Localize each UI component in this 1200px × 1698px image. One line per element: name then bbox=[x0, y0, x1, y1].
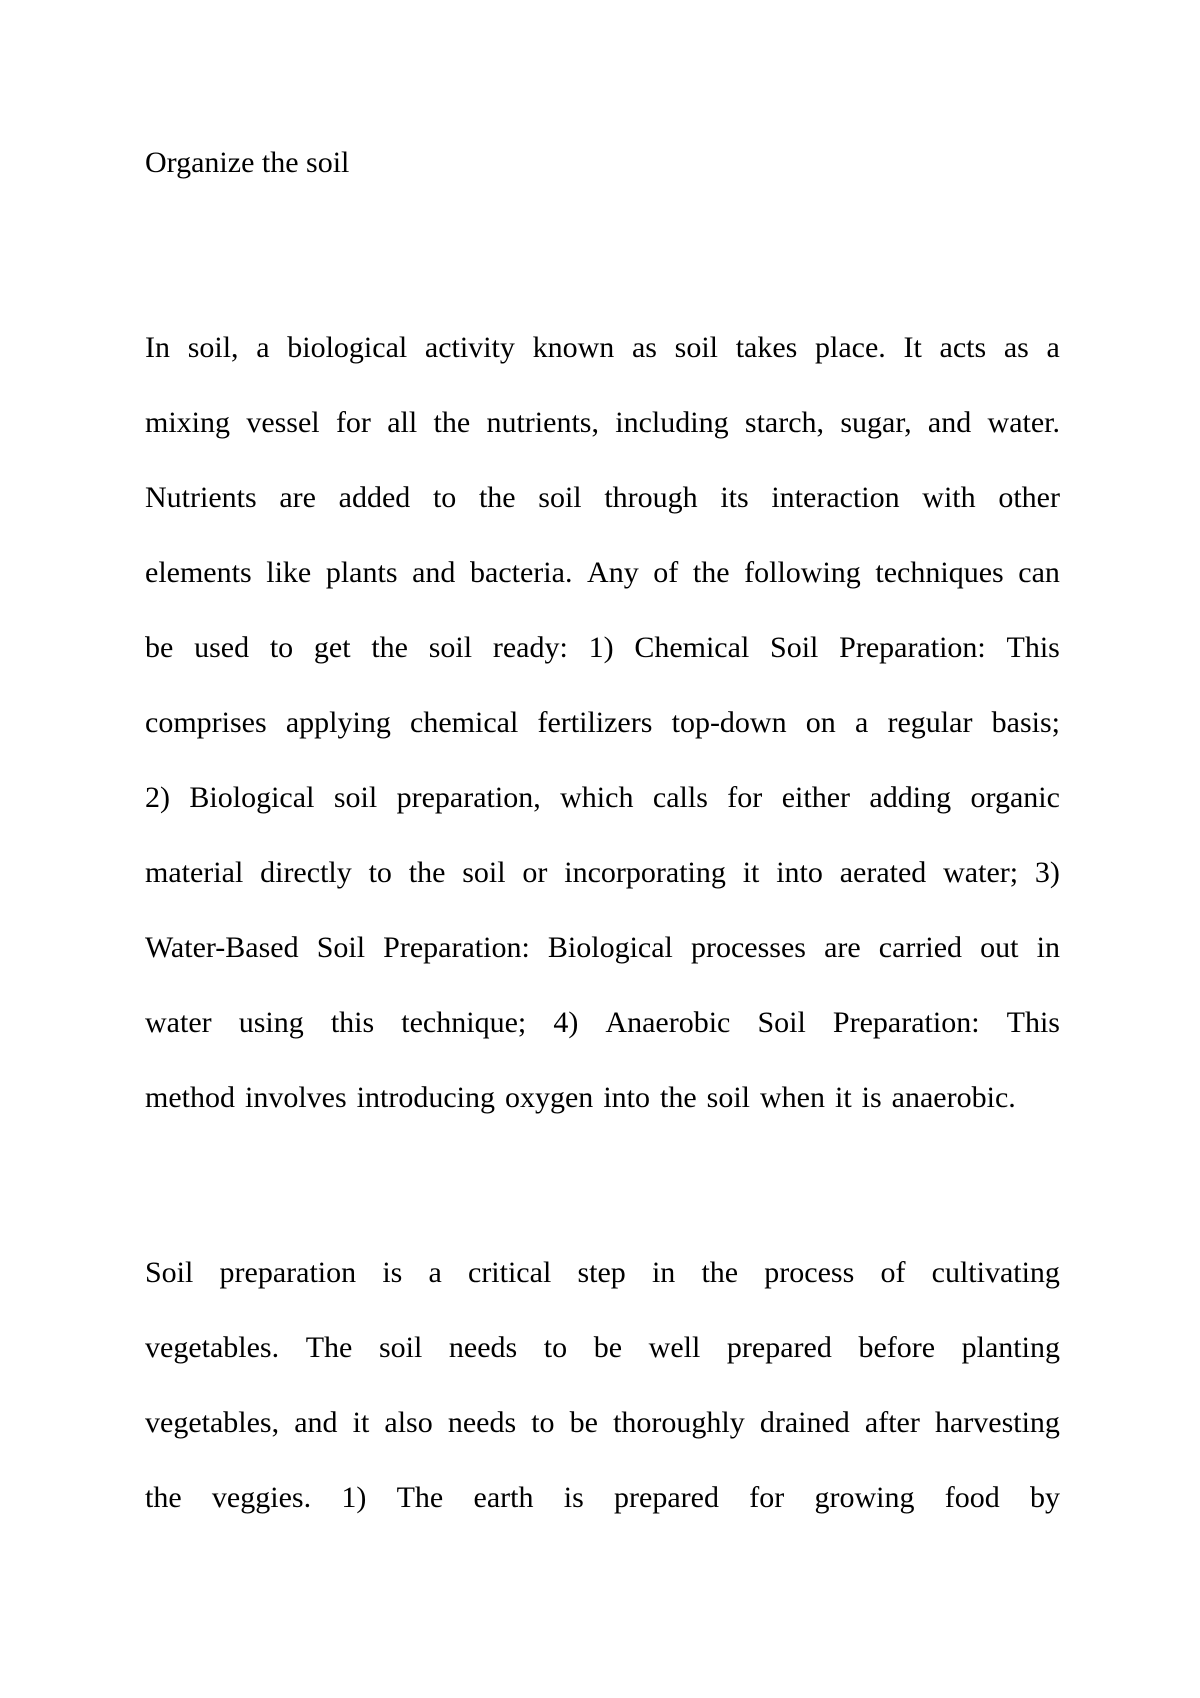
text-word: needs bbox=[448, 1331, 518, 1364]
text-word: well bbox=[648, 1331, 701, 1364]
text-word: using bbox=[238, 1006, 304, 1039]
text-word: mixing bbox=[145, 406, 231, 439]
text-word: to bbox=[368, 856, 392, 889]
text-word: 1) bbox=[588, 631, 614, 664]
text-word: regular bbox=[887, 706, 973, 739]
text-word: techniques bbox=[875, 556, 1004, 589]
text-word: 2) bbox=[145, 781, 170, 814]
text-line bbox=[145, 778, 1060, 853]
text-word: involves bbox=[245, 1081, 347, 1114]
text-word: interaction bbox=[771, 481, 900, 514]
text-word: in bbox=[1036, 931, 1060, 964]
text-word: earth bbox=[473, 1481, 534, 1514]
text-word: it bbox=[352, 1406, 370, 1439]
text-word: water bbox=[145, 1006, 212, 1039]
text-word: method bbox=[145, 1081, 235, 1114]
text-word: get bbox=[313, 631, 351, 664]
text-word: be bbox=[569, 1406, 598, 1439]
text-word: to bbox=[269, 631, 294, 664]
text-word: organic bbox=[970, 781, 1060, 814]
text-word: a bbox=[854, 706, 869, 739]
text-word: into bbox=[603, 1081, 650, 1114]
text-word: or bbox=[522, 856, 548, 889]
text-word: calls bbox=[652, 781, 708, 814]
text-word: sugar, bbox=[840, 406, 912, 439]
text-word: vegetables. bbox=[145, 1331, 280, 1364]
text-word: basis; bbox=[991, 706, 1060, 739]
text-word: of bbox=[653, 556, 679, 589]
text-word: either bbox=[781, 781, 850, 814]
text-word: soil, bbox=[187, 331, 239, 364]
text-word: as bbox=[631, 331, 657, 364]
text-word: soil bbox=[462, 856, 506, 889]
text-word: when bbox=[760, 1081, 825, 1114]
text-word: through bbox=[604, 481, 698, 514]
text-word: to bbox=[543, 1331, 568, 1364]
text-word: is bbox=[861, 1081, 882, 1114]
text-word: soil bbox=[706, 1081, 750, 1114]
text-word: to bbox=[531, 1406, 555, 1439]
text-word: drained bbox=[759, 1406, 850, 1439]
text-word: carried bbox=[878, 931, 963, 964]
text-word: This bbox=[1006, 1006, 1060, 1039]
text-word: The bbox=[305, 1331, 353, 1364]
text-word: It bbox=[903, 331, 922, 364]
text-word: directly bbox=[260, 856, 352, 889]
text-line bbox=[145, 1328, 1060, 1403]
text-line bbox=[145, 1478, 1060, 1553]
text-word: cultivating bbox=[931, 1256, 1060, 1289]
text-word: used bbox=[194, 631, 250, 664]
text-word: a bbox=[1046, 331, 1060, 364]
text-word: needs bbox=[447, 1406, 517, 1439]
text-word: a bbox=[256, 331, 270, 364]
text-word: 1) bbox=[341, 1481, 367, 1514]
text-word: are bbox=[279, 481, 316, 514]
text-word: prepared bbox=[726, 1331, 832, 1364]
text-word: soil bbox=[378, 1331, 423, 1364]
text-word: soil bbox=[428, 631, 473, 664]
text-word: soil bbox=[674, 331, 718, 364]
text-word: a bbox=[428, 1256, 442, 1289]
text-word: activity bbox=[424, 331, 515, 364]
text-word: Any bbox=[587, 556, 639, 589]
text-word: Preparation: bbox=[839, 631, 986, 664]
text-word: and bbox=[412, 556, 456, 589]
text-word: to bbox=[432, 481, 457, 514]
text-word: technique; bbox=[401, 1006, 527, 1039]
text-word: before bbox=[858, 1331, 936, 1364]
text-word: the bbox=[145, 1481, 182, 1514]
text-line bbox=[145, 403, 1060, 478]
text-word: 3) bbox=[1034, 856, 1060, 889]
text-word: This bbox=[1006, 631, 1060, 664]
text-word: the bbox=[692, 556, 730, 589]
text-word: critical bbox=[468, 1256, 552, 1289]
text-word: is bbox=[382, 1256, 403, 1289]
text-line bbox=[145, 703, 1060, 778]
text-word: water. bbox=[987, 406, 1060, 439]
text-word: after bbox=[864, 1406, 920, 1439]
text-word: soil bbox=[333, 781, 378, 814]
text-word: harvesting bbox=[934, 1406, 1060, 1439]
text-word: for bbox=[727, 781, 763, 814]
text-word: as bbox=[1003, 331, 1029, 364]
text-word: soil bbox=[538, 481, 582, 514]
text-word: Anaerobic bbox=[605, 1006, 731, 1039]
text-word: and bbox=[294, 1406, 338, 1439]
text-word: takes bbox=[735, 331, 798, 364]
text-line bbox=[145, 1253, 1060, 1328]
text-line bbox=[145, 1003, 1060, 1078]
text-line bbox=[145, 328, 1060, 403]
text-line bbox=[145, 1403, 1060, 1478]
text-word: its bbox=[720, 481, 749, 514]
text-word: Biological bbox=[547, 931, 673, 964]
text-word: material bbox=[145, 856, 244, 889]
text-word: Preparation: bbox=[832, 1006, 980, 1039]
text-word: Soil bbox=[145, 1256, 194, 1289]
text-word: is bbox=[563, 1481, 584, 1514]
text-word: ready: bbox=[492, 631, 568, 664]
text-word: oxygen bbox=[504, 1081, 594, 1114]
text-word: Soil bbox=[770, 631, 819, 664]
text-line bbox=[145, 478, 1060, 553]
text-word: adding bbox=[869, 781, 952, 814]
paragraph-soil-preparation-techniques bbox=[145, 328, 1060, 1153]
text-word: preparation, bbox=[396, 781, 541, 814]
text-word: veggies. bbox=[211, 1481, 312, 1514]
text-word: with bbox=[922, 481, 976, 514]
text-line bbox=[145, 853, 1060, 928]
text-word: known bbox=[532, 331, 615, 364]
text-word: food bbox=[944, 1481, 1000, 1514]
text-word: by bbox=[1030, 1481, 1060, 1514]
text-word: be bbox=[145, 631, 174, 664]
text-word: aerated bbox=[839, 856, 927, 889]
text-word: process bbox=[764, 1256, 855, 1289]
text-word: for bbox=[335, 406, 371, 439]
text-word: applying bbox=[285, 706, 391, 739]
text-word: Biological bbox=[189, 781, 315, 814]
text-word: comprises bbox=[145, 706, 267, 739]
text-word: The bbox=[396, 1481, 444, 1514]
text-word: growing bbox=[814, 1481, 915, 1514]
text-word: added bbox=[338, 481, 411, 514]
text-word: for bbox=[749, 1481, 785, 1514]
text-word: can bbox=[1018, 556, 1060, 589]
text-word: Chemical bbox=[634, 631, 750, 664]
text-word: Soil bbox=[757, 1006, 806, 1039]
text-word: thoroughly bbox=[613, 1406, 745, 1439]
text-line bbox=[145, 553, 1060, 628]
text-word: which bbox=[560, 781, 634, 814]
text-word: acts bbox=[939, 331, 987, 364]
text-word: it bbox=[834, 1081, 852, 1114]
text-word: top-down bbox=[671, 706, 787, 739]
text-word: nutrients, bbox=[486, 406, 599, 439]
text-word: step bbox=[577, 1256, 626, 1289]
text-word: Preparation: bbox=[383, 931, 530, 964]
text-word: the bbox=[701, 1256, 739, 1289]
text-word: also bbox=[384, 1406, 433, 1439]
text-line bbox=[145, 928, 1060, 1003]
text-word: biological bbox=[287, 331, 408, 364]
text-word: it bbox=[742, 856, 760, 889]
text-word: 4) bbox=[553, 1006, 579, 1039]
text-word: the bbox=[371, 631, 408, 664]
text-word: Water-Based bbox=[145, 931, 299, 964]
text-word: and bbox=[927, 406, 972, 439]
text-word: are bbox=[824, 931, 861, 964]
text-word: in bbox=[651, 1256, 676, 1289]
text-word: bacteria. bbox=[470, 556, 573, 589]
text-word: processes bbox=[690, 931, 806, 964]
text-word: all bbox=[387, 406, 418, 439]
text-word: into bbox=[776, 856, 823, 889]
text-word: prepared bbox=[614, 1481, 719, 1514]
text-word: out bbox=[980, 931, 1019, 964]
text-word: on bbox=[805, 706, 836, 739]
text-line bbox=[145, 1078, 1060, 1153]
text-word: vegetables, bbox=[145, 1406, 280, 1439]
paragraph-vegetable-soil-preparation bbox=[145, 1253, 1060, 1553]
text-word: plants bbox=[325, 556, 398, 589]
text-word: anaerobic. bbox=[891, 1081, 1016, 1114]
text-word: be bbox=[593, 1331, 623, 1364]
text-word: vessel bbox=[246, 406, 320, 439]
text-word: incorporating bbox=[564, 856, 726, 889]
text-word: In bbox=[145, 331, 170, 364]
text-word: the bbox=[408, 856, 446, 889]
text-word: preparation bbox=[219, 1256, 357, 1289]
text-word: place. bbox=[815, 331, 886, 364]
text-word: introducing bbox=[356, 1081, 495, 1114]
text-word: this bbox=[330, 1006, 375, 1039]
text-word: of bbox=[880, 1256, 906, 1289]
text-word: the bbox=[478, 481, 516, 514]
text-word: like bbox=[266, 556, 312, 589]
text-word: following bbox=[744, 556, 861, 589]
text-word: water; bbox=[943, 856, 1019, 889]
text-word: elements bbox=[145, 556, 252, 589]
text-word: the bbox=[433, 406, 471, 439]
text-word: fertilizers bbox=[537, 706, 653, 739]
text-word: planting bbox=[961, 1331, 1060, 1364]
text-word: the bbox=[659, 1081, 697, 1114]
text-word: starch, bbox=[744, 406, 825, 439]
text-word: including bbox=[615, 406, 729, 439]
text-word: Soil bbox=[316, 931, 366, 964]
text-line bbox=[145, 628, 1060, 703]
text-word: Nutrients bbox=[145, 481, 257, 514]
text-word: chemical bbox=[410, 706, 519, 739]
document-heading: Organize the soil bbox=[145, 146, 350, 179]
text-word: other bbox=[998, 481, 1060, 514]
